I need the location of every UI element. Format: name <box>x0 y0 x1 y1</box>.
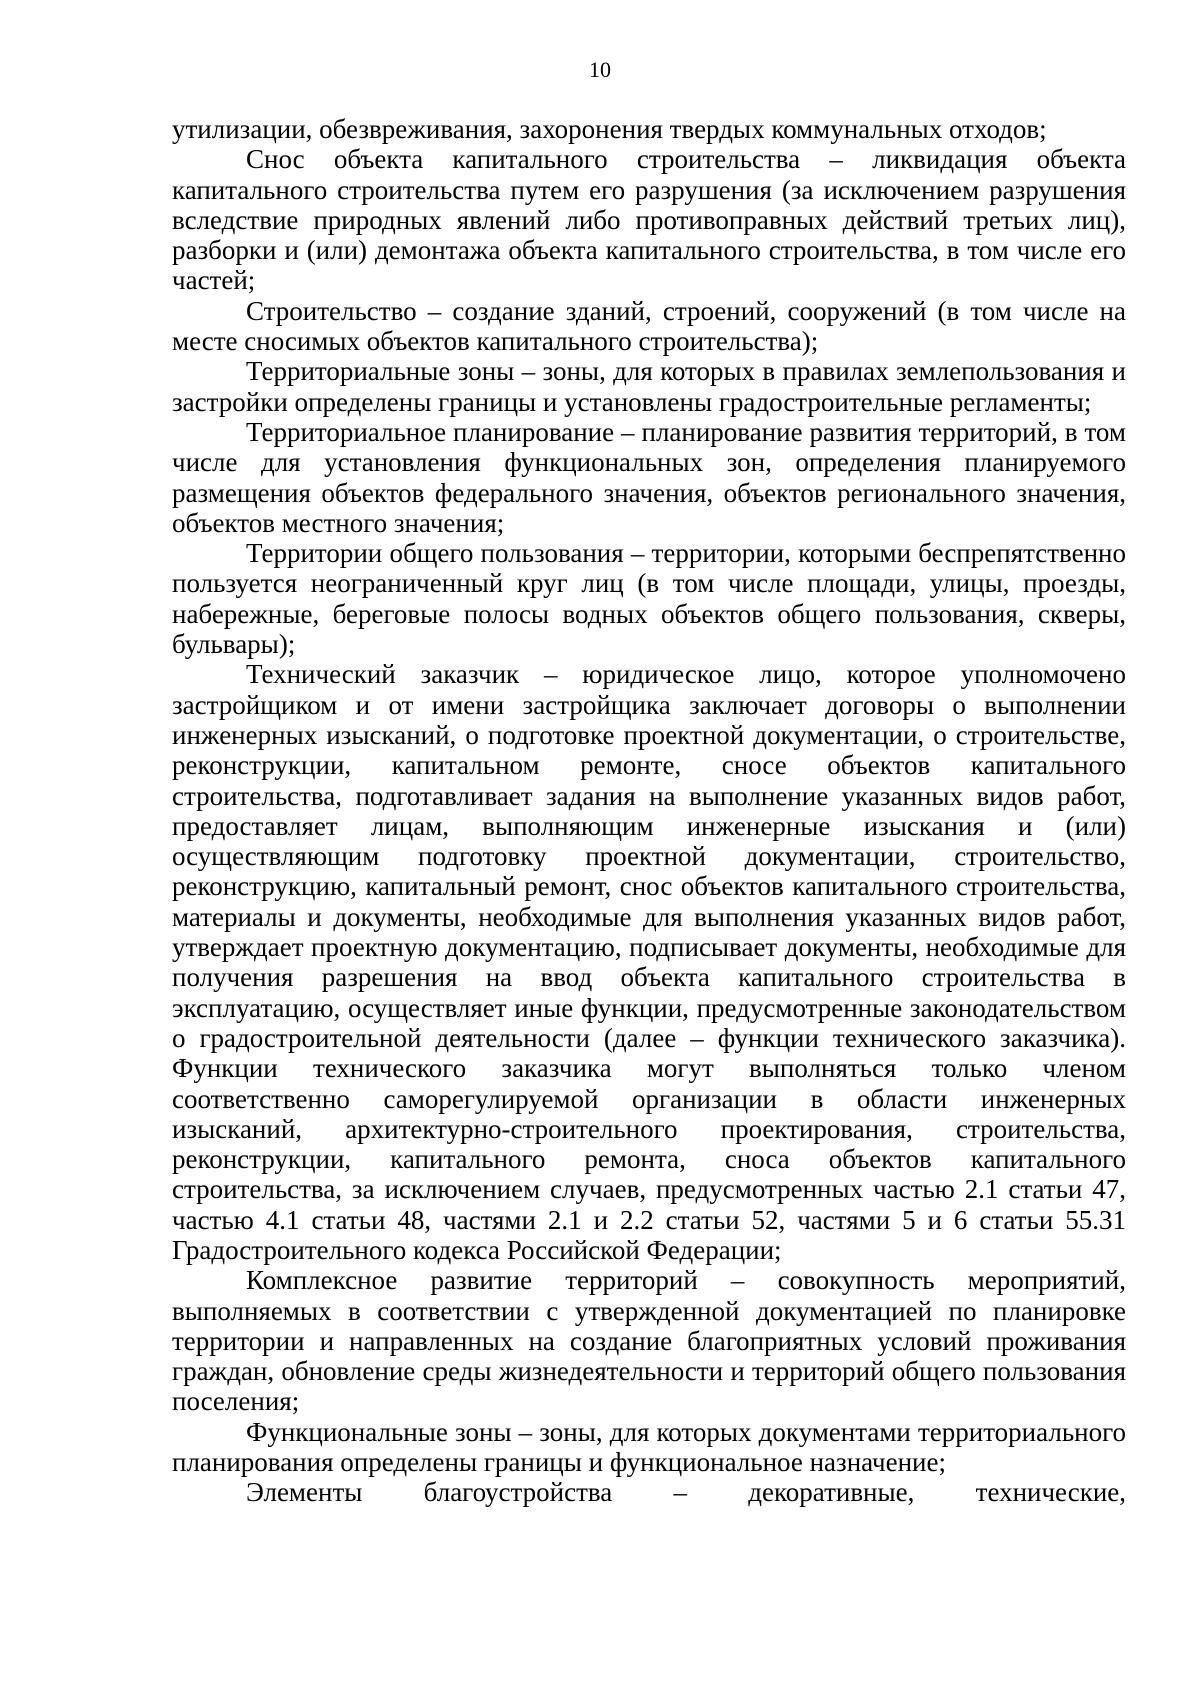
document-body <box>172 114 1126 1508</box>
paragraph-territorial-zones-definition: Территориальные зоны – зоны, для которых в правилах землепользования и застройки определены границы и установлены градостроительные регламенты; <box>172 356 1126 417</box>
paragraph-functional-zones-definition: Функциональные зоны – зоны, для которых документами территориального планирования определены границы и функциональное назначение; <box>172 1416 1126 1478</box>
paragraph-territorial-planning-definition: Территориальное планирование – планирование развития территорий, в том числе для установления функциональных зон, определения планируемого размещения объектов федерального значения, объектов регионального значения, объектов местного значения; <box>172 416 1126 538</box>
paragraph-technical-customer-definition: Технический заказчик – юридическое лицо, которое уполномочено застройщиком и от имени застройщика заключает договоры о выполнении инженерных изысканий, о подготовке проектной документации, о строительстве, реконструкции, капитальном ремонте, сносе объектов капитального строительства, подготавливает задания на выполнение указанных видов работ, предоставляет лицам, выполняющим инженерные изыскания и (или) осуществляющим подготовку проектной документации, строительство, реконструкцию, капитальный ремонт, снос объектов капитального строительства, материалы и документы, необходимые для выполнения указанных видов работ, утверждает проектную документацию, подписывает документы, необходимые для получения разрешения на ввод объекта капитального строительства в эксплуатацию, осуществляет иные функции, предусмотренные законодательством о градостроительной деятельности (далее – функции технического заказчика). Функции технического заказчика могут выполняться только членом соответственно саморегулируемой организации в области инженерных изысканий, архитектурно-строительного проектирования, строительства, реконструкции, капитального ремонта, сноса объектов капитального строительства, за исключением случаев, предусмотренных частью 2.1 статьи 47, частью 4.1 статьи 48, частями 2.1 и 2.2 статьи 52, частями 5 и 6 статьи 55.31 Градостроительного кодекса Российской Федерации; <box>172 659 1126 1265</box>
paragraph-public-territories-definition: Территории общего пользования – территории, которыми беспрепятственно пользуется неограниченный круг лиц (в том числе площади, улицы, проезды, набережные, береговые полосы водных объектов общего пользования, скверы, бульвары); <box>172 538 1126 660</box>
paragraph-improvement-elements-definition: Элементы благоустройства – декоративные, технические, <box>246 1477 1126 1508</box>
paragraph-complex-development-definition: Комплексное развитие территорий – совокупность мероприятий, выполняемых в соответствии с утвержденной документацией по планировке территории и направленных на создание благоприятных условий проживания граждан, обновление среды жизнедеятельности и территорий общего пользования поселения; <box>172 1265 1126 1417</box>
paragraph-continuation: утилизации, обезвреживания, захоронения твердых коммунальных отходов; <box>172 114 1047 144</box>
paragraph-demolition-definition: Снос объекта капитального строительства – ликвидация объекта капитального строительства путем его разрушения (за исключением разрушения вследствие природных явлений либо противоправных действий третьих лиц), разборки и (или) демонтажа объекта капитального строительства, в том числе его частей; <box>172 144 1126 296</box>
paragraph-construction-definition: Строительство – создание зданий, строений, сооружений (в том числе на месте сносимых объектов капитального строительства); <box>172 295 1126 357</box>
page-number: 10 <box>589 57 611 82</box>
